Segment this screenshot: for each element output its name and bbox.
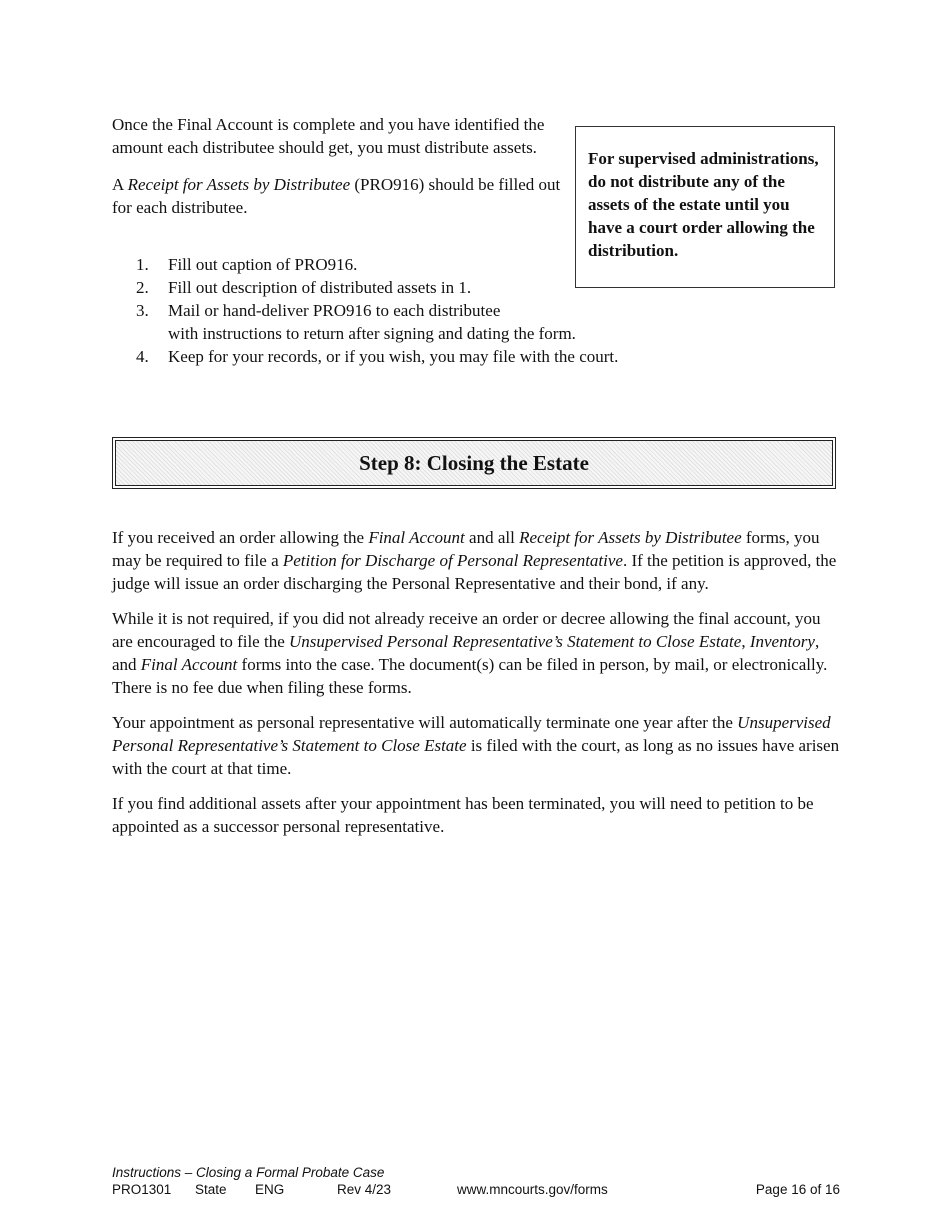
- section-heading-inner: [115, 440, 833, 486]
- text-run: . If the petition is approved, the judge will issue an order discharging the Personal Representative and their bond, if any.: [112, 551, 837, 593]
- intro-paragraph: Once the Final Account is complete and you have identified the amount each distributee should get, you must distribute assets.: [112, 115, 545, 157]
- closing-estate-body: [112, 526, 840, 850]
- text-run: While it is not required, if you did not already receive an order or decree allowing the final account, you are encouraged to file the: [112, 609, 821, 651]
- footer-form-code: PRO1301: [112, 1182, 172, 1197]
- list-item: [136, 276, 696, 299]
- list-item-text: Fill out caption of PRO916.: [168, 255, 358, 274]
- text-run: forms into the case. The document(s) can be filed in person, by mail, or electronically. There is no fee due when filing these forms.: [112, 655, 828, 697]
- form-name: Unsupervised Personal Representative’s Statement to Close Estate: [112, 713, 831, 755]
- list-item-text: Mail or hand-deliver PRO916 to each distributee: [168, 301, 501, 320]
- receipt-form-name: Receipt for Assets by Distributee: [127, 175, 351, 194]
- receipt-text-post: (PRO916) should be filled out for each distributee.: [112, 175, 561, 217]
- form-name: Unsupervised Personal Representative’s Statement to Close Estate: [289, 632, 742, 651]
- text-run: and all: [464, 528, 520, 547]
- section-heading: Step 8: Closing the Estate: [359, 450, 589, 475]
- appointment-paragraph: [112, 711, 840, 780]
- receipt-text-pre: A: [112, 175, 128, 194]
- footer-jurisdiction: State: [195, 1182, 227, 1197]
- distribution-steps-list: [136, 253, 696, 368]
- footer-language: ENG: [255, 1182, 285, 1197]
- list-item-number: 2.: [136, 278, 149, 297]
- footer-doc-title: Instructions – Closing a Formal Probate Case: [112, 1165, 385, 1180]
- footer-meta-row: [112, 1181, 840, 1198]
- form-name: Petition for Discharge of Personal Representative: [282, 551, 623, 570]
- section-heading-banner: [112, 437, 836, 489]
- footer-url[interactable]: www.mncourts.gov/forms: [457, 1182, 608, 1197]
- form-name: Final Account: [368, 528, 465, 547]
- additional-assets-paragraph: If you find additional assets after your appointment has been terminated, you will need to petition to be appointed as a successor personal representative.: [112, 794, 814, 836]
- list-item-text-block: [168, 299, 576, 345]
- text-run: If you received an order allowing the: [112, 528, 369, 547]
- form-name: Final Account: [140, 655, 238, 674]
- receipt-paragraph: [112, 173, 562, 219]
- text-run: is filed with the court, as long as no issues have arisen with the court at that time.: [112, 736, 840, 778]
- discharge-paragraph: [112, 526, 840, 595]
- list-item: [136, 299, 696, 345]
- page-footer: [112, 1164, 840, 1198]
- text-run: forms, you may be required to file a: [112, 528, 820, 570]
- text-run: Your appointment as personal representative will automatically terminate one year after the: [112, 713, 738, 732]
- list-item-text: Fill out description of distributed assets in 1.: [168, 278, 472, 297]
- form-name: Inventory: [749, 632, 815, 651]
- text-run: ,: [741, 632, 750, 651]
- intro-section: [112, 113, 562, 229]
- list-item: [136, 345, 696, 368]
- list-item-text-continued: with instructions to return after signing and dating the form.: [168, 324, 576, 343]
- footer-revision: Rev 4/23: [337, 1182, 392, 1197]
- form-name: Receipt for Assets by Distributee: [519, 528, 742, 547]
- list-item-number: 1.: [136, 255, 149, 274]
- list-item-text: Keep for your records, or if you wish, you may file with the court.: [168, 347, 619, 366]
- text-run: , and: [112, 632, 820, 674]
- list-item-number: 4.: [136, 347, 149, 366]
- list-item-number: 3.: [136, 301, 149, 320]
- footer-page-number: Page 16 of 16: [755, 1182, 840, 1197]
- close-estate-paragraph: [112, 607, 840, 699]
- list-item: [136, 253, 696, 276]
- supervised-notice-text: For supervised administrations, do not distribute any of the assets of the estate until you have a court order allowing the distribution.: [588, 149, 819, 260]
